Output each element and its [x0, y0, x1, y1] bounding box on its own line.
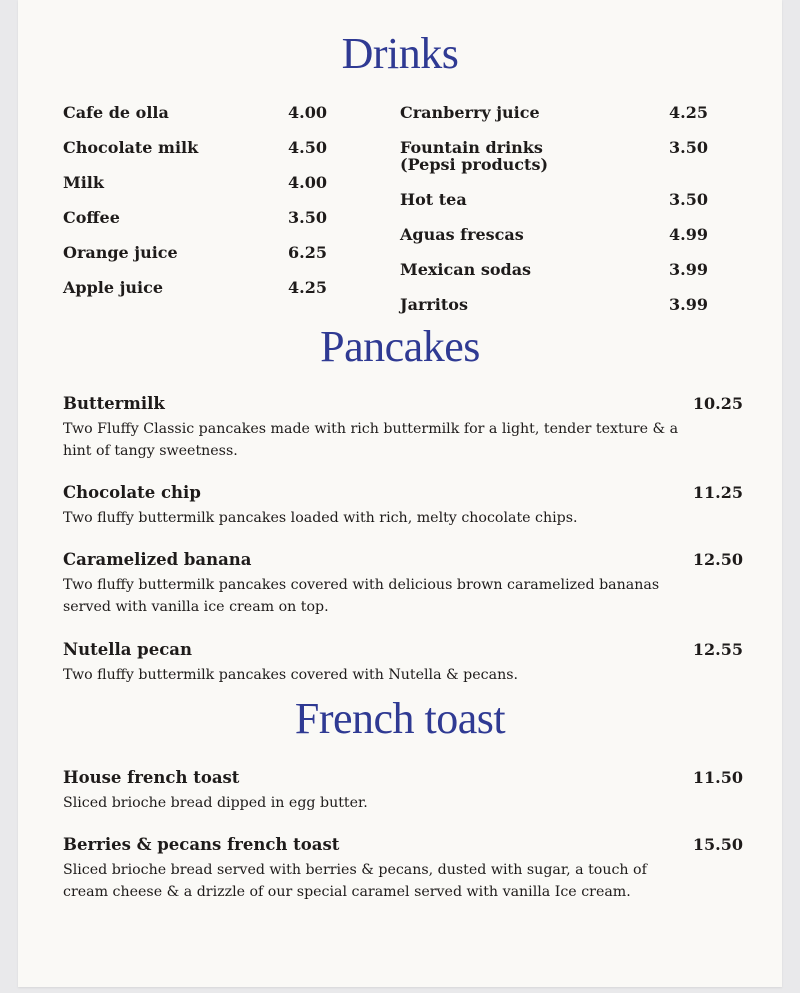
- drink-name: Cafe de olla: [63, 103, 169, 122]
- french-toast-heading: French toast: [294, 694, 506, 743]
- drink-name: Mexican sodas: [400, 260, 532, 279]
- item-description: Two fluffy buttermilk pancakes loaded with rich, melty chocolate chips.: [63, 510, 578, 526]
- item-name: Berries & pecans french toast: [63, 835, 340, 854]
- drink-price: 4.00: [288, 173, 327, 192]
- drink-name: Coffee: [63, 208, 120, 227]
- drink-name: Apple juice: [63, 278, 164, 297]
- item-price: 15.50: [692, 835, 743, 854]
- pancakes-heading: Pancakes: [320, 322, 480, 371]
- drink-name: Orange juice: [63, 243, 178, 262]
- drinks-heading: Drinks: [341, 29, 459, 78]
- item-price: 11.25: [692, 483, 743, 502]
- item-description: Sliced brioche bread served with berries & pecans, dusted with sugar, a touch of cream cheese & a drizzle of our special caramel served with vanilla Ice cream.: [63, 862, 647, 900]
- drink-name: Aguas frescas: [400, 225, 524, 244]
- drink-price: 3.99: [669, 295, 708, 314]
- item-description: Two fluffy buttermilk pancakes covered with delicious brown caramelized bananas served with vanilla ice cream on top.: [63, 577, 660, 615]
- drink-price: 6.25: [288, 243, 327, 262]
- item-price: 12.55: [692, 640, 743, 659]
- item-price: 11.50: [692, 768, 743, 787]
- drink-name: Cranberry juice: [400, 103, 540, 122]
- item-price: 12.50: [692, 550, 743, 569]
- drink-name: Hot tea: [400, 190, 467, 209]
- drink-price: 4.00: [288, 103, 327, 122]
- drink-price: 4.50: [288, 138, 327, 157]
- item-name: Chocolate chip: [63, 483, 201, 502]
- drink-price: 4.25: [288, 278, 327, 297]
- item-description: Two Fluffy Classic pancakes made with rich buttermilk for a light, tender texture & a hint of tangy sweetness.: [63, 421, 679, 459]
- drink-price: 3.50: [669, 138, 708, 157]
- drink-name: Chocolate milk: [63, 138, 199, 157]
- drink-name: Jarritos: [400, 295, 468, 314]
- item-name: Nutella pecan: [63, 640, 192, 659]
- menu-page: [18, 0, 782, 987]
- drink-price: 4.25: [669, 103, 708, 122]
- item-name: House french toast: [63, 768, 240, 787]
- item-name: Buttermilk: [63, 394, 165, 413]
- item-name: Caramelized banana: [63, 550, 252, 569]
- item-price: 10.25: [692, 394, 743, 413]
- drink-name: Milk: [63, 173, 104, 192]
- drink-price: 3.99: [669, 260, 708, 279]
- drink-price: 4.99: [669, 225, 708, 244]
- drink-price: 3.50: [288, 208, 327, 227]
- item-description: Sliced brioche bread dipped in egg butter.: [63, 795, 368, 811]
- drink-price: 3.50: [669, 190, 708, 209]
- drink-name: Fountain drinks (Pepsi products): [400, 138, 549, 174]
- item-description: Two fluffy buttermilk pancakes covered with Nutella & pecans.: [63, 667, 518, 683]
